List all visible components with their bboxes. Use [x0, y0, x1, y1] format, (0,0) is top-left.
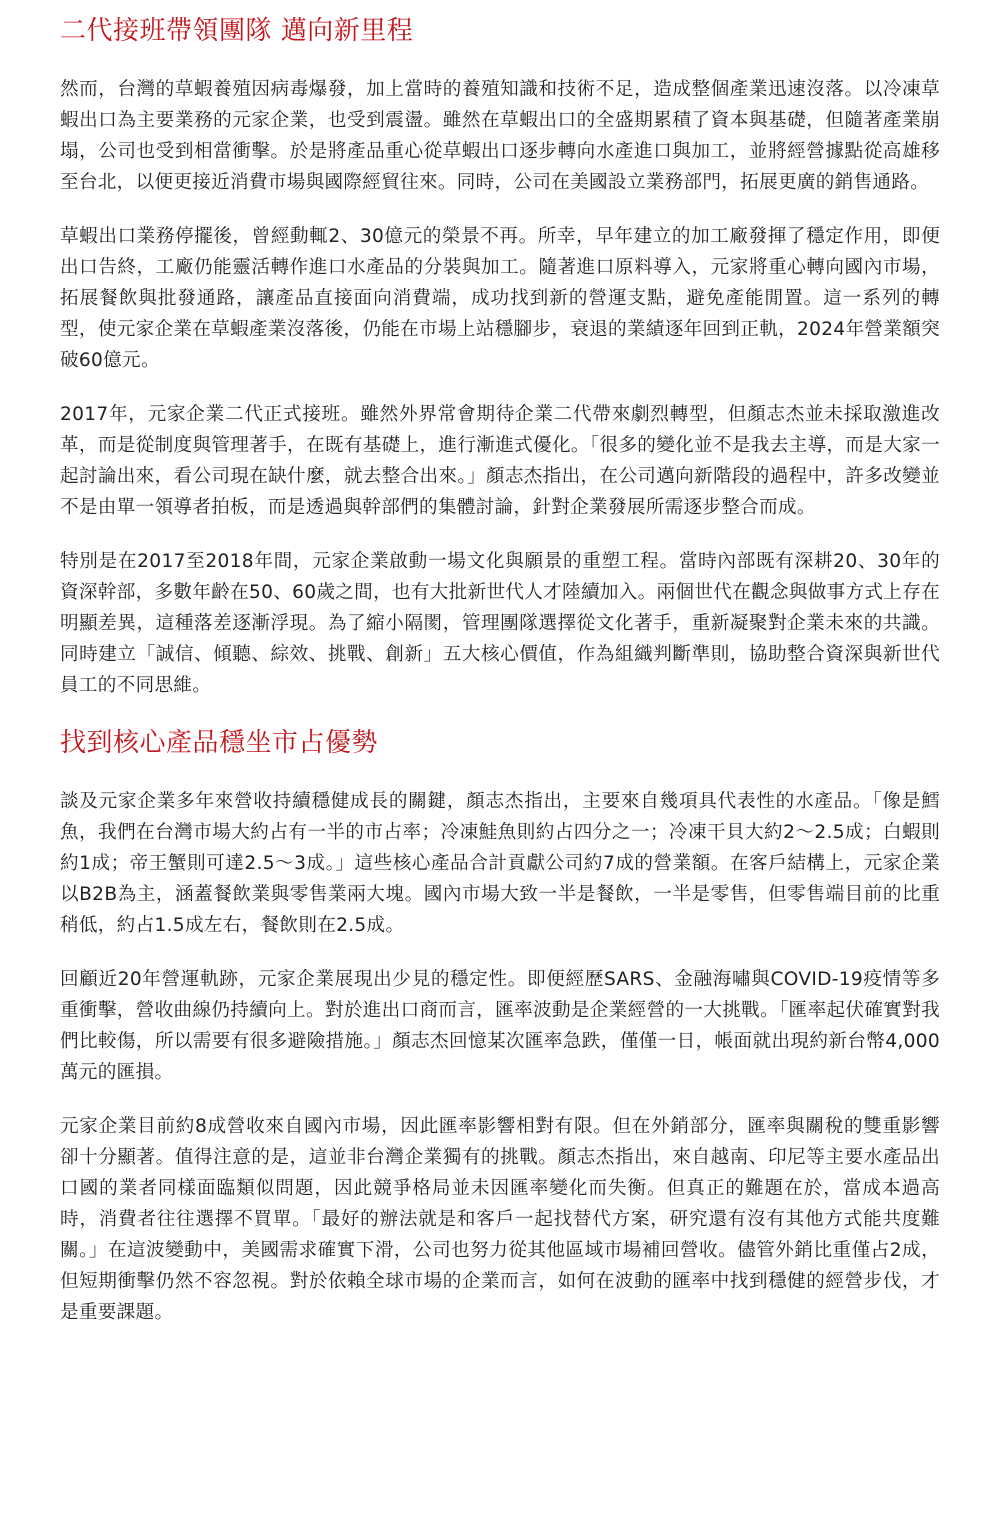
paragraph: 然而，台灣的草蝦養殖因病毒爆發，加上當時的養殖知識和技術不足，造成整個產業迅速沒落。以冷凍草蝦出口為主要業務的元家企業，也受到震盪。雖然在草蝦出口的全盛期累積了資本與基礎，但隨著產業崩塌，公司也受到相當衝擊。於是將產品重心從草蝦出口逐步轉向水產進口與加工，並將經營據點從高雄移至台北，以便更接近消費市場與國際經貿往來。同時，公司在美國設立業務部門，拓展更廣的銷售通路。	[60, 79, 940, 193]
article	[60, 0, 940, 1328]
paragraph: 草蝦出口業務停擺後，曾經動輒2、30億元的榮景不再。所幸，早年建立的加工廠發揮了穩定作用，即便出口告終，工廠仍能靈活轉作進口水產品的分裝與加工。隨著進口原料導入，元家將重心轉向國內市場，拓展餐飲與批發通路，讓產品直接面向消費端，成功找到新的營運支點，避免產能閒置。這一系列的轉型，使元家企業在草蝦產業沒落後，仍能在市場上站穩腳步，衰退的業績逐年回到正軌，2024年營業額突破60億元。	[60, 226, 940, 371]
paragraph: 特別是在2017至2018年間，元家企業啟動一場文化與願景的重塑工程。當時內部既有深耕20、30年的資深幹部，多數年齡在50、60歲之間，也有大批新世代人才陸續加入。兩個世代在觀念與做事方式上存在明顯差異，這種落差逐漸浮現。為了縮小隔閡，管理團隊選擇從文化著手，重新凝聚對企業未來的共識。同時建立「誠信、傾聽、綜效、挑戰、創新」五大核心價值，作為組織判斷準則，協助整合資深與新世代員工的不同思維。	[60, 551, 940, 696]
section-heading: 二代接班帶領團隊 邁向新里程	[60, 16, 414, 46]
section-core-products	[60, 724, 940, 1328]
paragraph: 談及元家企業多年來營收持續穩健成長的關鍵，顏志杰指出，主要來自幾項具代表性的水產品。「像是鱈魚，我們在台灣市場大約占有一半的市占率；冷凍鮭魚則約占四分之一；冷凍干貝大約2～2.5成；白蝦則約1成；帝王蟹則可達2.5～3成。」這些核心產品合計貢獻公司約7成的營業額。在客戶結構上，元家企業以B2B為主，涵蓋餐飲業與零售業兩大塊。國內市場大致一半是餐飲，一半是零售，但零售端目前的比重稍低，約占1.5成左右，餐飲則在2.5成。	[60, 791, 940, 936]
section-heading: 找到核心產品穩坐市占優勢	[60, 728, 379, 758]
paragraph: 元家企業目前約8成營收來自國內市場，因此匯率影響相對有限。但在外銷部分，匯率與關稅的雙重影響卻十分顯著。值得注意的是，這並非台灣企業獨有的挑戰。顏志杰指出，來自越南、印尼等主要水產品出口國的業者同樣面臨類似問題，因此競爭格局並未因匯率變化而失衡。但真正的難題在於，當成本過高時，消費者往往選擇不買單。「最好的辦法就是和客戶一起找替代方案，研究還有沒有其他方式能共度難關。」在這波變動中，美國需求確實下滑，公司也努力從其他區域市場補回營收。儘管外銷比重僅占2成，但短期衝擊仍然不容忽視。對於依賴全球市場的企業而言，如何在波動的匯率中找到穩健的經營步伐，才是重要課題。	[60, 1116, 940, 1323]
section-succession	[60, 12, 940, 701]
paragraph: 2017年，元家企業二代正式接班。雖然外界常會期待企業二代帶來劇烈轉型，但顏志杰並未採取激進改革，而是從制度與管理著手，在既有基礎上，進行漸進式優化。「很多的變化並不是我去主導，而是大家一起討論出來，看公司現在缺什麼，就去整合出來。」顏志杰指出，在公司邁向新階段的過程中，許多改變並不是由單一領導者拍板，而是透過與幹部們的集體討論，針對企業發展所需逐步整合而成。	[60, 404, 940, 518]
paragraph: 回顧近20年營運軌跡，元家企業展現出少見的穩定性。即便經歷SARS、金融海嘯與COVID-19疫情等多重衝擊，營收曲線仍持續向上。對於進出口商而言，匯率波動是企業經營的一大挑戰。「匯率起伏確實對我們比較傷，所以需要有很多避險措施。」顏志杰回憶某次匯率急跌，僅僅一日，帳面就出現約新台幣4,000萬元的匯損。	[60, 969, 940, 1083]
